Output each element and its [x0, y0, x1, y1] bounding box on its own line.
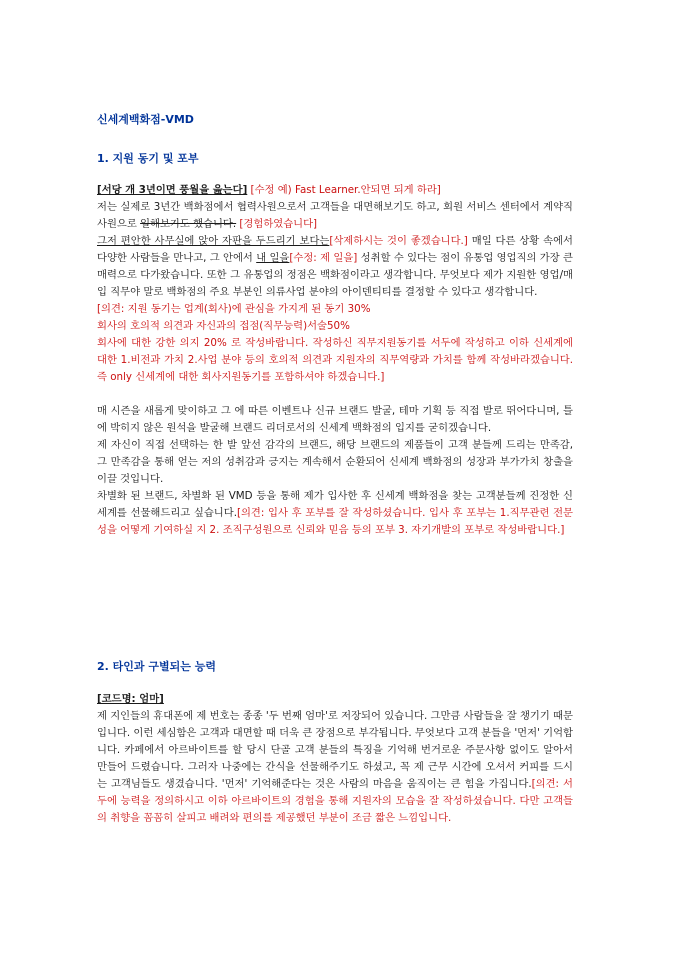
s1-p2-note2: [수정: 제 일을]: [289, 252, 358, 264]
doc-title: 신세계백화점-VMD: [97, 113, 194, 126]
s2-p1-text: 제 지인들의 휴대폰에 제 번호는 종종 '두 번째 엄마'로 저장되어 있습니다. 그만큼 사람들을 잘 챙기기 때문입니다. 이런 세심함은 고객과 대면할 때 더욱 큰 장점으로 부각됩니다. 무엇보다 고객 분들을 '먼저' 기억합니다. 카페에서 아르바이트를 할 당시 단골 고객 분들의 특징을 기억해 번거로운 주문사항 없이도 알아서 만들어 드렸습니다. 그러자 나중에는 간식을 선물해주기도 하셨고, 꼭 제 근무 시간에 오셔서 커피를 드시는 고객님들도 생겼습니다. '먼저' 기억해준다는 것은 사람의 마음을 움직이는 큰 힘을 가집니다.: [97, 710, 573, 790]
s2-p1-note: [의견: 서두에 능력을 정의하시고 이하 아르바이트의 경험을 통해 지원자의 모습을 잘 작성하셨습니다. 다만 고객들의 취향을 꼼꼼히 살피고 배려와 편의를 제공했던 부분이 조금 짧은 느낌입니다.: [97, 778, 573, 824]
s1-p1-strike: 일해보기도 했습니다.: [140, 218, 237, 230]
s1-para-5: [97, 488, 573, 539]
s1-comment-1: [의견: 지원 동기는 업계(회사)에 관심을 가지게 된 동기 30%: [97, 303, 371, 315]
s1-p2-underline2: 내 일을: [256, 252, 290, 264]
s1-comment-2: 회사의 호의적 의견과 자신과의 접점(직무능력)서술50%: [97, 320, 350, 332]
s1-p1-text: 저는 실제로 3년간 백화점에서 협력사원으로서 고객들을 대면해보기도 하고, 회원 서비스 센터에서 계약직 사원으로: [97, 201, 573, 230]
section-2-body: [97, 691, 573, 827]
s1-para-2: [97, 233, 573, 301]
s1-comment-3: 회사에 대한 강한 의지 20% 로 작성바랍니다. 작성하신 직무지원동기를 서두에 작성하고 이하 신세계에 대한 1.비전과 가치 2.사업 분야 등의 호의적 의견과 지원자의 직무역량과 가치를 함께 작성바라겠습니다. 즉 only 신세계에 대한 회사지원동기를 포함하셔야 하겠습니다.]: [97, 337, 573, 383]
s1-para-3: 매 시즌을 새롭게 맞이하고 그 에 따른 이벤트나 신규 브랜드 발굴, 테마 기획 등 직접 발로 뛰어다니며, 틀에 박히지 않은 원석을 발굴해 브랜드 리더로서의 신세계 백화점의 입지를 굳히겠습니다.: [97, 405, 573, 434]
s1-p1-note: [경험하였습니다]: [236, 218, 318, 230]
section-1-body: [97, 182, 573, 539]
s1-head-note: [수정 예) Fast Learner.안되면 되게 하라]: [247, 184, 441, 196]
s1-headline: [97, 182, 573, 199]
s1-para-4: 제 자신이 직접 선택하는 한 발 앞선 감각의 브랜드, 해당 브랜드의 제품들이 고객 분들께 드리는 만족감, 그 만족감을 통해 얻는 저의 성취감과 긍지는 계속해서 순환되어 신세계 백화점의 성장과 부가가치 창출을 이끌 것입니다.: [97, 439, 573, 485]
s1-para-1: [97, 199, 573, 233]
s2-code-label: [코드명: 엄마]: [97, 693, 164, 705]
s1-head-label: [서당 개 3년이면 풍월을 읊는다]: [97, 184, 248, 196]
s1-p5-text: 차별화 된 브랜드, 차별화 된 VMD 등을 통해 제가 입사한 후 신세계 백화점을 찾는 고객분들께 진정한 신세계를 선물해드리고 싶습니다.: [97, 490, 573, 519]
s1-p2-text2: 성취할 수 있다는 점이 유통업 영업직의 가장 큰 매력으로 다가왔습니다. 또한 그 유통업의 정점은 백화점이라고 생각합니다. 무엇보다 제가 지원한 영업/매입 직무야 말로 백화점의 주요 부분인 의류사업 분야의 아이덴티티를 결정할 수 있다고 생각합니다.: [97, 252, 573, 298]
s1-p2-note1: [삭제하시는 것이 좋겠습니다.]: [329, 235, 468, 247]
s1-p2-underline: 그저 편안한 사무실에 앉아 자판을 두드리기 보다는: [97, 235, 330, 247]
s1-p2-text: 매일 다른 상황 속에서 다양한 사람들을 만나고, 그 안에서: [97, 235, 573, 264]
section-2-heading: 2. 타인과 구별되는 능력: [97, 660, 216, 673]
s1-p5-note: [의견: 입사 후 포부를 잘 작성하셨습니다. 입사 후 포부는 1.직무관련 전문성을 어떻게 기여하실 지 2. 조직구성원으로 신뢰와 믿음 등의 포부 3. 자기개발의 포부로 작성바랍니다.]: [97, 507, 573, 536]
s2-para-1: [97, 708, 573, 827]
section-1-heading: 1. 지원 동기 및 포부: [97, 152, 199, 165]
